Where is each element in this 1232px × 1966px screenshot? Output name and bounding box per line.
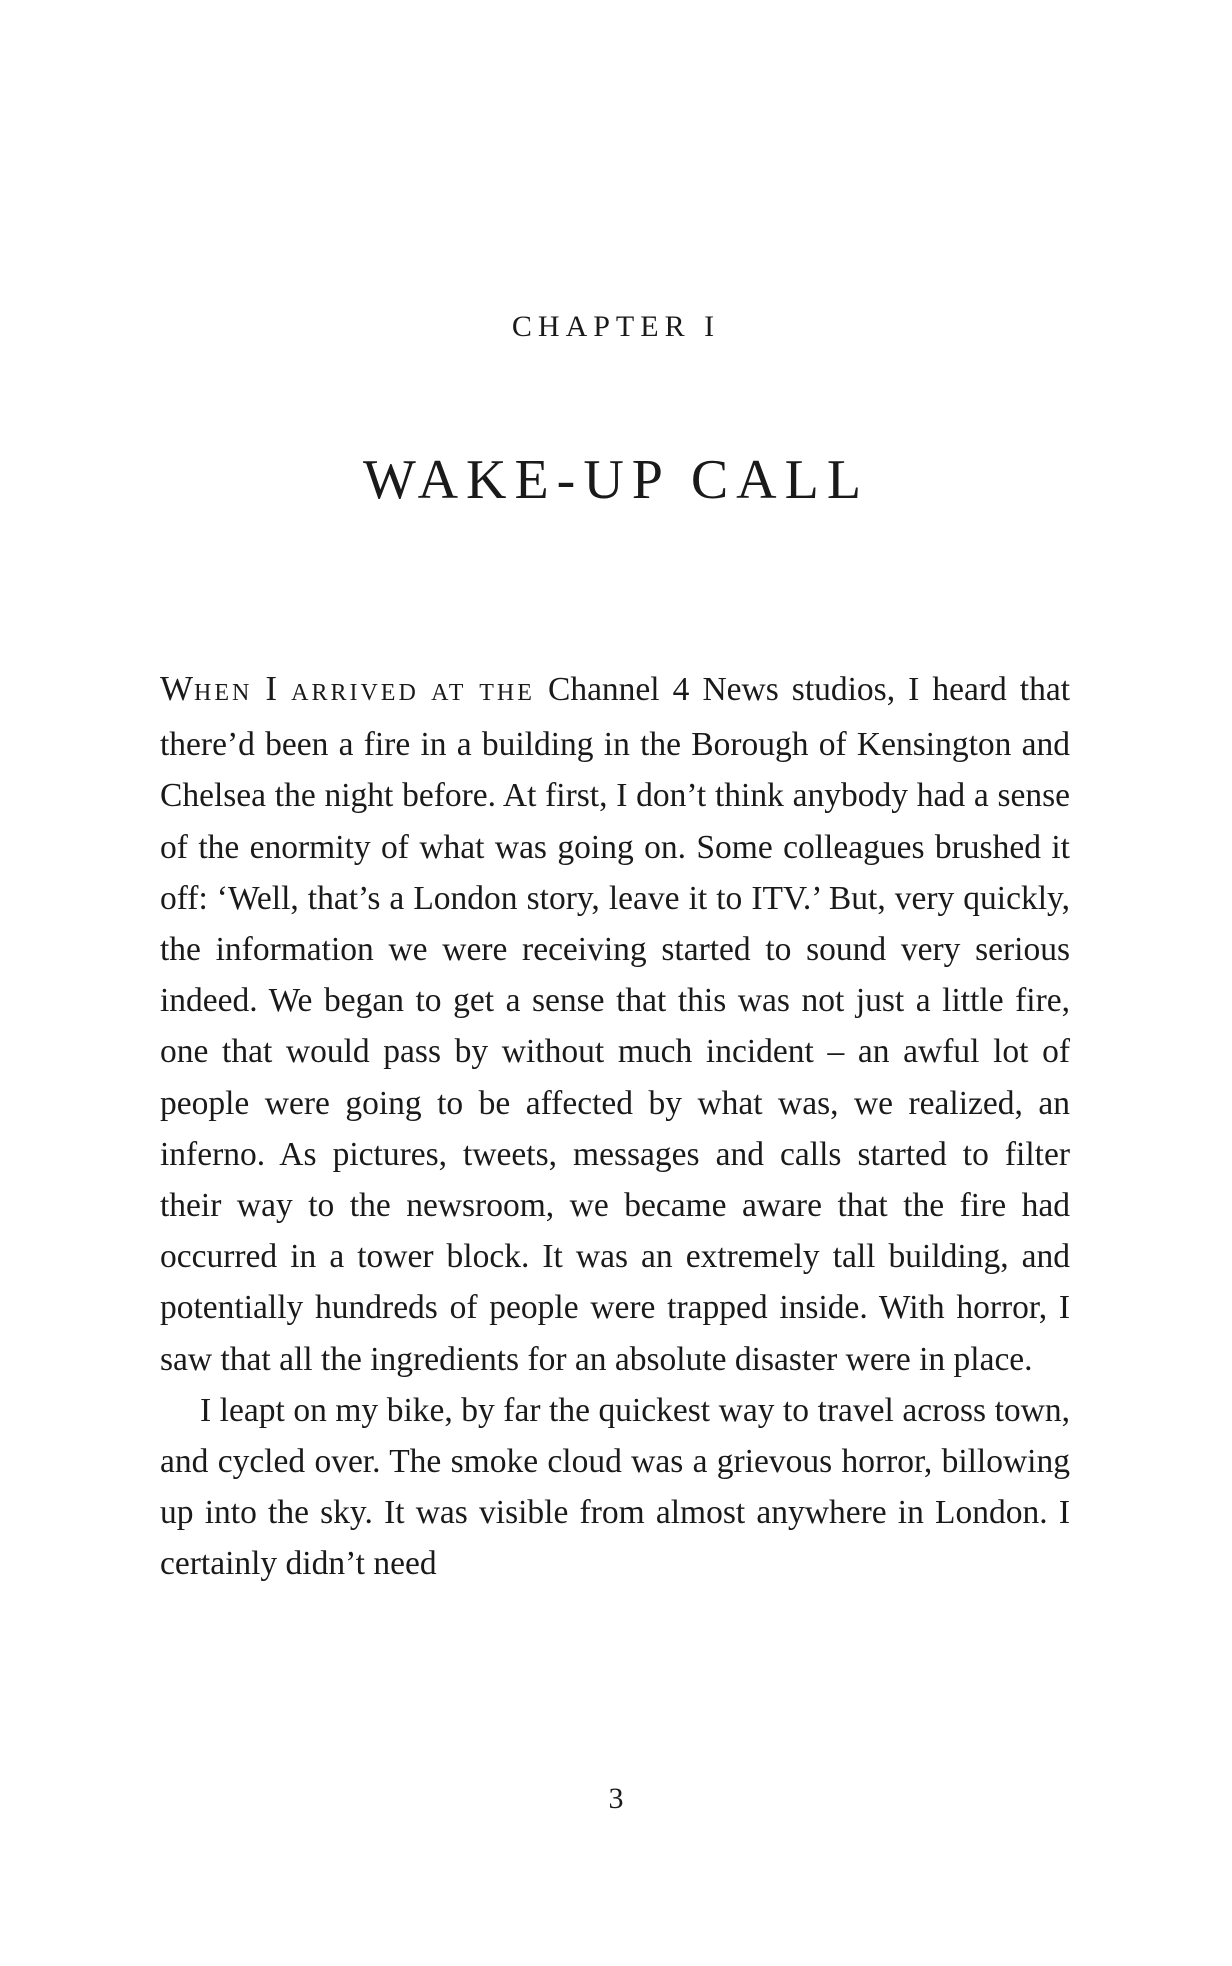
paragraph-1: [160, 663, 1070, 1385]
chapter-label: CHAPTER I: [511, 310, 721, 343]
page-number: 3: [608, 1782, 624, 1815]
chapter-body: [160, 663, 1070, 1590]
lead-small-caps: HEN: [194, 680, 253, 706]
lead-small-caps-phrase: ARRIVED AT THE: [291, 680, 535, 706]
paragraph-2: I leapt on my bike, by far the quickest way to travel across town, and cycled over. The smoke cloud was a grievous horror, billowing up into the sky. It was visible from almost anywhere in London. I certainly didn’t need: [160, 1391, 1070, 1583]
lead-initial-cap: W: [160, 669, 195, 708]
paragraph-1-text: Channel 4 News studios, I heard that there’d been a fire in a building in the Borough of Kensington and Chelsea the night before. At first, I don’t think anybody had a sense of the enormity of what was going on. Some colleagues brushed it off: ‘Well, that’s a London story, leave it to ITV.’ But, very quickly, the information we were receiving started to sound very serious indeed. We began to get a sense that this was not just a little fire, one that would pass by without much incident – an awful lot of people were going to be affected by what was, we realized, an inferno. As pictures, tweets, messages and calls started to filter their way to the newsroom, we became aware that the fire had occurred in a tower block. It was an extremely tall building, and potentially hundreds of people were trapped inside. With horror, I saw that all the ingredients for an absolute disaster were in place.: [160, 671, 1071, 1378]
lead-pronoun-cap: I: [265, 669, 279, 708]
chapter-title: WAKE-UP CALL: [362, 449, 870, 511]
